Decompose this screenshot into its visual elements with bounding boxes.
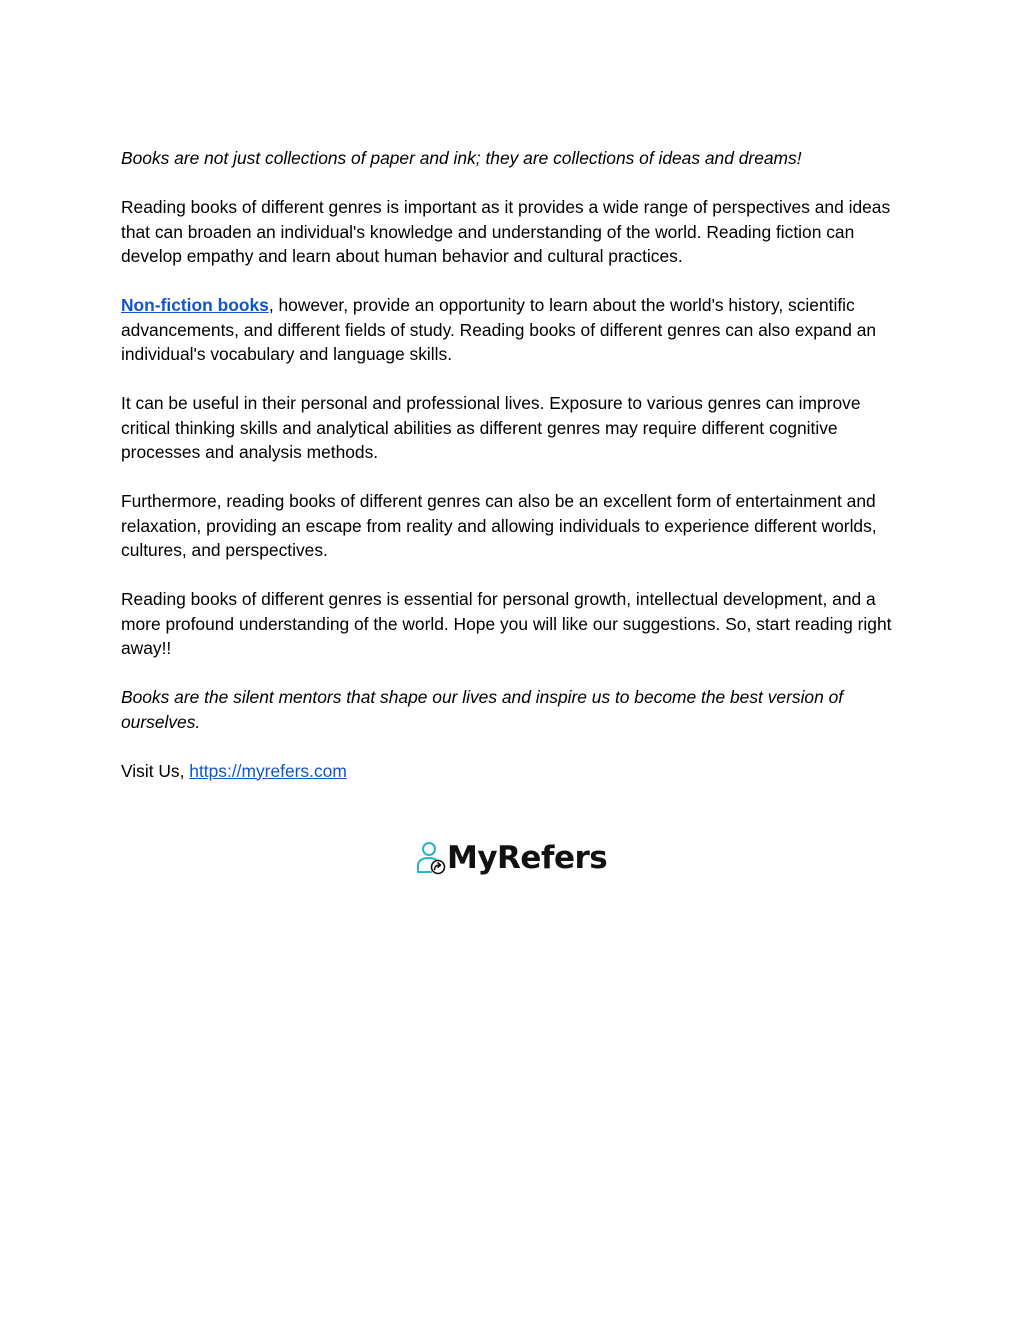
closing-quote: Books are the silent mentors that shape our lives and inspire us to become the best version of ourselves.: [121, 687, 844, 732]
paragraph-entertainment: Furthermore, reading books of different genres can also be an excellent form of entertainment and relaxation, providing an escape from reality and allowing individuals to experience different worlds, cultures, and perspectives.: [121, 491, 877, 560]
intro-quote: Books are not just collections of paper and ink; they are collections of ideas and dreams!: [121, 148, 802, 168]
document-body: [121, 146, 911, 808]
user-share-icon: [416, 841, 446, 875]
myrefers-website-link[interactable]: https://myrefers.com: [189, 760, 347, 781]
paragraph-non-fiction: [121, 293, 911, 367]
visit-us-line: [121, 759, 911, 784]
visit-us-label: Visit Us,: [121, 760, 190, 781]
paragraph-genres-importance: Reading books of different genres is important as it provides a wide range of perspectives and ideas that can broaden an individual's knowledge and understanding of the world. Reading fiction can develop empathy and learn about human behavior and cultural practices.: [121, 197, 891, 266]
paragraph-non-fiction-text: , however, provide an opportunity to learn about the world's history, scientific advancements, and different fields of study. Reading books of different genres can also expand an individual's vocabulary and language skills.: [121, 295, 877, 364]
non-fiction-books-link[interactable]: Non-fiction books: [121, 295, 269, 315]
paragraph-personal-professional: It can be useful in their personal and professional lives. Exposure to various genres can improve critical thinking skills and analytical abilities as different genres may require different cognitive processes and analysis methods.: [121, 393, 861, 462]
paragraph-conclusion: Reading books of different genres is essential for personal growth, intellectual development, and a more profound understanding of the world. Hope you will like our suggestions. So, start reading right away!!: [121, 589, 892, 658]
logo-wordmark: MyRefers: [447, 839, 608, 876]
myrefers-logo: [416, 836, 616, 880]
